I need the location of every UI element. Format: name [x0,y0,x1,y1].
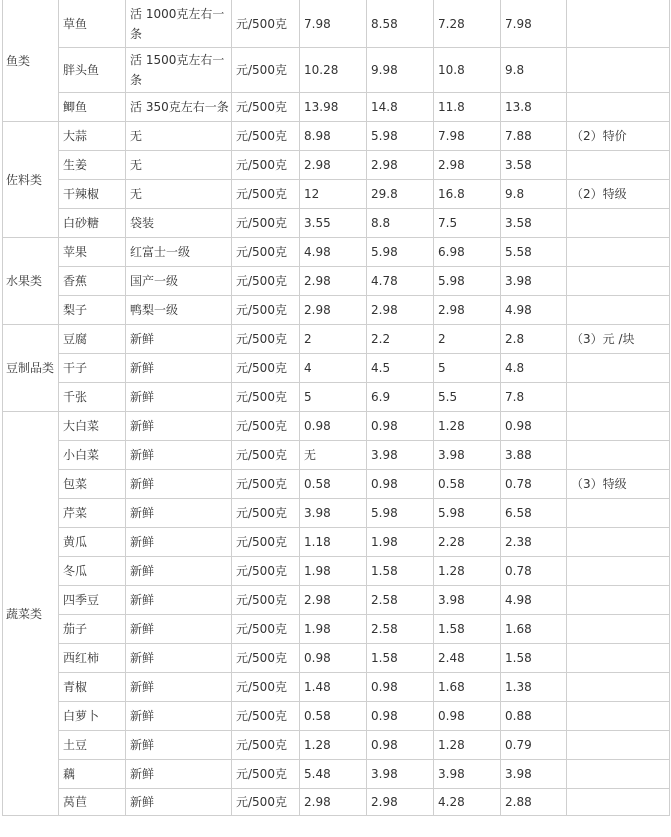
item-name-cell: 四季豆 [59,586,126,615]
price-cell: 2.98 [434,296,501,325]
spec-cell: 新鲜 [126,470,232,499]
price-cell: 3.98 [501,760,567,789]
note-cell: （3）特级 [567,470,670,499]
unit-cell: 元/500克 [232,644,300,673]
price-cell: 7.98 [300,0,367,48]
unit-cell: 元/500克 [232,325,300,354]
price-cell: 2.98 [367,789,434,816]
spec-cell: 新鲜 [126,383,232,412]
spec-cell: 无 [126,151,232,180]
price-cell: 0.79 [501,731,567,760]
unit-cell: 元/500克 [232,702,300,731]
category-cell: 豆制品类 [3,325,59,412]
price-cell: 4.8 [501,354,567,383]
note-cell [567,499,670,528]
price-cell: 0.58 [300,470,367,499]
item-name-cell: 茄子 [59,615,126,644]
price-cell: 2.28 [434,528,501,557]
item-name-cell: 生姜 [59,151,126,180]
price-cell: 3.98 [434,760,501,789]
table-row [3,499,670,528]
spec-cell: 红富士一级 [126,238,232,267]
price-cell: 3.98 [434,441,501,470]
price-cell: 2 [434,325,501,354]
price-cell: 1.28 [434,731,501,760]
table-row [3,644,670,673]
price-cell: 3.58 [501,151,567,180]
unit-cell: 元/500克 [232,615,300,644]
table-row [3,412,670,441]
price-cell: 2.48 [434,644,501,673]
note-cell: （2）特级 [567,180,670,209]
table-row [3,673,670,702]
spec-cell: 新鲜 [126,673,232,702]
note-cell [567,0,670,48]
price-cell: 6.98 [434,238,501,267]
spec-cell: 新鲜 [126,586,232,615]
table-row [3,760,670,789]
price-cell: 13.8 [501,93,567,122]
price-cell: 4.98 [501,296,567,325]
item-name-cell: 干辣椒 [59,180,126,209]
item-name-cell: 大蒜 [59,122,126,151]
unit-cell: 元/500克 [232,209,300,238]
note-cell [567,528,670,557]
spec-cell: 活 1000克左右一条 [126,0,232,48]
unit-cell: 元/500克 [232,93,300,122]
price-cell: 9.8 [501,180,567,209]
unit-cell: 元/500克 [232,354,300,383]
note-cell [567,48,670,93]
unit-cell: 元/500克 [232,0,300,48]
note-cell [567,354,670,383]
table-row [3,122,670,151]
price-cell: 0.98 [367,673,434,702]
price-cell: 3.58 [501,209,567,238]
spec-cell: 活 1500克左右一条 [126,48,232,93]
category-cell: 水果类 [3,238,59,325]
category-cell: 鱼类 [3,0,59,122]
table-row [3,209,670,238]
price-cell: 7.98 [501,0,567,48]
table-row [3,0,670,48]
price-cell: 2.88 [501,789,567,816]
table-row [3,789,670,816]
table-row [3,296,670,325]
price-cell: 0.98 [367,470,434,499]
price-cell: 16.8 [434,180,501,209]
price-cell: 1.68 [501,615,567,644]
table-row [3,470,670,499]
note-cell [567,209,670,238]
note-cell [567,557,670,586]
spec-cell: 新鲜 [126,354,232,383]
price-cell: 1.38 [501,673,567,702]
spec-cell: 新鲜 [126,644,232,673]
price-cell: 0.78 [501,470,567,499]
table-row [3,586,670,615]
spec-cell: 新鲜 [126,441,232,470]
unit-cell: 元/500克 [232,412,300,441]
table-row [3,615,670,644]
price-cell: 0.98 [367,731,434,760]
price-cell: 5.58 [501,238,567,267]
price-cell: 2.98 [300,789,367,816]
price-cell: 3.98 [367,760,434,789]
item-name-cell: 冬瓜 [59,557,126,586]
price-cell: 0.98 [501,412,567,441]
item-name-cell: 青椒 [59,673,126,702]
price-cell: 0.98 [300,644,367,673]
unit-cell: 元/500克 [232,267,300,296]
note-cell [567,731,670,760]
table-row [3,325,670,354]
price-cell: 14.8 [367,93,434,122]
table-row [3,93,670,122]
item-name-cell: 鲫鱼 [59,93,126,122]
price-cell: 2.58 [367,615,434,644]
item-name-cell: 白砂糖 [59,209,126,238]
note-cell [567,673,670,702]
price-cell: 0.98 [434,702,501,731]
price-cell: 1.58 [367,644,434,673]
price-cell: 6.9 [367,383,434,412]
spec-cell: 新鲜 [126,528,232,557]
unit-cell: 元/500克 [232,789,300,816]
item-name-cell: 芹菜 [59,499,126,528]
price-cell: 4.78 [367,267,434,296]
spec-cell: 新鲜 [126,325,232,354]
price-cell: 8.8 [367,209,434,238]
price-cell: 3.88 [501,441,567,470]
spec-cell: 新鲜 [126,499,232,528]
price-cell: 2.98 [300,586,367,615]
category-cell: 佐料类 [3,122,59,238]
price-cell: 无 [300,441,367,470]
price-cell: 0.88 [501,702,567,731]
price-cell: 1.58 [367,557,434,586]
price-cell: 13.98 [300,93,367,122]
item-name-cell: 白萝卜 [59,702,126,731]
price-cell: 12 [300,180,367,209]
price-table [2,0,670,816]
price-cell: 1.28 [434,412,501,441]
unit-cell: 元/500克 [232,499,300,528]
item-name-cell: 胖头鱼 [59,48,126,93]
price-cell: 3.55 [300,209,367,238]
price-cell: 29.8 [367,180,434,209]
price-cell: 1.98 [300,557,367,586]
price-cell: 0.58 [434,470,501,499]
unit-cell: 元/500克 [232,586,300,615]
table-row [3,557,670,586]
unit-cell: 元/500克 [232,470,300,499]
price-cell: 1.28 [300,731,367,760]
spec-cell: 无 [126,180,232,209]
price-cell: 2.98 [367,296,434,325]
price-cell: 0.58 [300,702,367,731]
item-name-cell: 包菜 [59,470,126,499]
price-cell: 10.28 [300,48,367,93]
spec-cell: 新鲜 [126,412,232,441]
price-cell: 2.58 [367,586,434,615]
item-name-cell: 藕 [59,760,126,789]
price-cell: 3.98 [367,441,434,470]
item-name-cell: 莴苣 [59,789,126,816]
spec-cell: 新鲜 [126,615,232,644]
price-cell: 1.68 [434,673,501,702]
price-cell: 2.98 [300,267,367,296]
note-cell [567,238,670,267]
spec-cell: 活 350克左右一条 [126,93,232,122]
price-cell: 2.98 [300,296,367,325]
item-name-cell: 香蕉 [59,267,126,296]
price-cell: 1.18 [300,528,367,557]
item-name-cell: 土豆 [59,731,126,760]
note-cell [567,267,670,296]
price-cell: 5 [300,383,367,412]
price-cell: 5.98 [434,499,501,528]
unit-cell: 元/500克 [232,760,300,789]
note-cell [567,789,670,816]
item-name-cell: 大白菜 [59,412,126,441]
item-name-cell: 苹果 [59,238,126,267]
price-cell: 2.2 [367,325,434,354]
price-cell: 7.5 [434,209,501,238]
price-cell: 1.58 [434,615,501,644]
price-cell: 5.5 [434,383,501,412]
price-cell: 4 [300,354,367,383]
note-cell [567,586,670,615]
item-name-cell: 干子 [59,354,126,383]
note-cell [567,702,670,731]
item-name-cell: 黄瓜 [59,528,126,557]
price-cell: 1.98 [300,615,367,644]
price-cell: 3.98 [434,586,501,615]
price-cell: 1.48 [300,673,367,702]
price-cell: 5.98 [367,238,434,267]
price-cell: 4.28 [434,789,501,816]
item-name-cell: 小白菜 [59,441,126,470]
price-cell: 7.88 [501,122,567,151]
price-cell: 4.98 [501,586,567,615]
price-cell: 1.28 [434,557,501,586]
price-cell: 0.98 [367,412,434,441]
unit-cell: 元/500克 [232,673,300,702]
note-cell [567,296,670,325]
spec-cell: 国产一级 [126,267,232,296]
table-row [3,267,670,296]
price-cell: 5.98 [367,122,434,151]
note-cell [567,151,670,180]
price-cell: 2 [300,325,367,354]
table-row [3,528,670,557]
table-row [3,354,670,383]
price-cell: 8.58 [367,0,434,48]
price-cell: 7.28 [434,0,501,48]
spec-cell: 新鲜 [126,731,232,760]
price-cell: 1.98 [367,528,434,557]
spec-cell: 新鲜 [126,702,232,731]
price-cell: 2.38 [501,528,567,557]
spec-cell: 鸭梨一级 [126,296,232,325]
spec-cell: 无 [126,122,232,151]
price-cell: 1.58 [501,644,567,673]
price-cell: 9.8 [501,48,567,93]
table-row [3,441,670,470]
unit-cell: 元/500克 [232,122,300,151]
item-name-cell: 草鱼 [59,0,126,48]
unit-cell: 元/500克 [232,441,300,470]
unit-cell: 元/500克 [232,296,300,325]
price-cell: 5.98 [367,499,434,528]
table-row [3,180,670,209]
price-cell: 2.98 [434,151,501,180]
unit-cell: 元/500克 [232,528,300,557]
unit-cell: 元/500克 [232,180,300,209]
spec-cell: 袋装 [126,209,232,238]
price-cell: 0.98 [367,702,434,731]
price-cell: 6.58 [501,499,567,528]
price-cell: 5 [434,354,501,383]
price-cell: 5.48 [300,760,367,789]
unit-cell: 元/500克 [232,48,300,93]
unit-cell: 元/500克 [232,383,300,412]
category-cell: 蔬菜类 [3,412,59,816]
note-cell [567,441,670,470]
table-row [3,238,670,267]
note-cell [567,412,670,441]
price-cell: 4.98 [300,238,367,267]
price-cell: 0.78 [501,557,567,586]
price-cell: 2.98 [367,151,434,180]
table-row [3,702,670,731]
price-cell: 2.98 [300,151,367,180]
table-body [3,0,670,816]
item-name-cell: 豆腐 [59,325,126,354]
note-cell: （3）元 /块 [567,325,670,354]
table-row [3,48,670,93]
unit-cell: 元/500克 [232,557,300,586]
unit-cell: 元/500克 [232,731,300,760]
price-cell: 0.98 [300,412,367,441]
note-cell [567,760,670,789]
unit-cell: 元/500克 [232,238,300,267]
price-cell: 2.8 [501,325,567,354]
price-cell: 3.98 [501,267,567,296]
note-cell [567,644,670,673]
price-cell: 3.98 [300,499,367,528]
price-cell: 7.8 [501,383,567,412]
spec-cell: 新鲜 [126,760,232,789]
note-cell [567,615,670,644]
note-cell [567,93,670,122]
price-cell: 11.8 [434,93,501,122]
price-cell: 4.5 [367,354,434,383]
table-row [3,383,670,412]
item-name-cell: 西红柿 [59,644,126,673]
item-name-cell: 梨子 [59,296,126,325]
note-cell: （2）特价 [567,122,670,151]
price-cell: 9.98 [367,48,434,93]
price-cell: 10.8 [434,48,501,93]
table-row [3,151,670,180]
price-cell: 5.98 [434,267,501,296]
unit-cell: 元/500克 [232,151,300,180]
spec-cell: 新鲜 [126,557,232,586]
item-name-cell: 千张 [59,383,126,412]
note-cell [567,383,670,412]
table-row [3,731,670,760]
price-cell: 7.98 [434,122,501,151]
spec-cell: 新鲜 [126,789,232,816]
price-cell: 8.98 [300,122,367,151]
